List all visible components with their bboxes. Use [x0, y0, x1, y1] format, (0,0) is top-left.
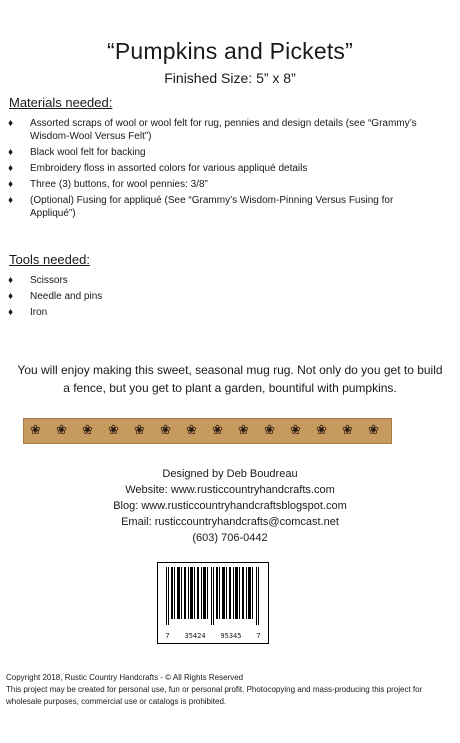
barcode: [157, 562, 269, 644]
pumpkin-icon: ❀: [342, 422, 353, 437]
materials-heading: Materials needed:: [9, 95, 113, 110]
tools-list: [0, 274, 460, 322]
diamond-bullet-icon: ♦: [8, 275, 14, 286]
description-line-2: a fence, but you get to plant a garden, bountiful with pumpkins.: [63, 381, 397, 395]
finished-size: Finished Size: 5” x 8”: [164, 70, 296, 86]
blog-link[interactable]: Blog: www.rusticcountryhandcraftsblogspot.com: [113, 500, 347, 512]
page-title: “Pumpkins and Pickets”: [107, 38, 353, 64]
diamond-bullet-icon: ♦: [8, 147, 14, 158]
description: [0, 361, 460, 397]
description-line-1: You will enjoy making this sweet, seasonal mug rug. Not only do you get to build: [17, 363, 443, 377]
diamond-bullet-icon: ♦: [8, 179, 14, 190]
barcode-digits: 7 35424 95345 7: [165, 632, 261, 640]
list-item: ♦ Needle and pins: [8, 291, 103, 302]
list-item: ♦ Assorted scraps of wool or wool felt for rug, pennies and design details (see “Grammy’s Wisdom-Wool Versus Felt”): [8, 118, 417, 142]
list-item: ♦ Black wool felt for backing: [8, 147, 146, 158]
usage-terms: This project may be created for personal use, fun or personal profit. Photocopying and mass-producing this project for wholesale purposes, commercial use or catalogs is prohibited.: [6, 685, 423, 706]
pumpkin-icon: ❀: [238, 422, 249, 437]
diamond-bullet-icon: ♦: [8, 291, 14, 302]
diamond-bullet-icon: ♦: [8, 195, 14, 206]
pumpkin-icon: ❀: [160, 422, 171, 437]
copyright-line: Copyright 2018, Rustic Country Handcrafts - © All Rights Reserved: [6, 673, 244, 682]
pumpkin-icon: ❀: [368, 422, 379, 437]
list-item: ♦ Iron: [8, 307, 48, 318]
list-item: ♦ (Optional) Fusing for appliqué (See “Grammy’s Wisdom-Pinning Versus Fusing for Appliqué”): [8, 195, 394, 219]
diamond-bullet-icon: ♦: [8, 307, 14, 318]
list-item: ♦ Scissors: [8, 275, 68, 286]
phone-number: (603) 706-0442: [192, 532, 268, 544]
pumpkin-icon: ❀: [30, 422, 41, 437]
copyright-notice: [6, 672, 456, 708]
pumpkin-icon: ❀: [212, 422, 223, 437]
diamond-bullet-icon: ♦: [8, 118, 14, 129]
list-item: ♦ Embroidery floss in assorted colors for various appliqué details: [8, 163, 308, 174]
designer-credit: Designed by Deb Boudreau: [162, 468, 298, 480]
barcode-bars-icon: [166, 567, 260, 625]
pumpkin-border-strip: [23, 418, 392, 444]
credits-block: [0, 466, 460, 546]
email-link[interactable]: Email: rusticcountryhandcrafts@comcast.net: [121, 516, 339, 528]
pumpkin-icon: ❀: [134, 422, 145, 437]
pumpkin-icon: ❀: [82, 422, 93, 437]
pumpkin-icon: ❀: [186, 422, 197, 437]
pumpkin-icon: ❀: [108, 422, 119, 437]
pumpkin-icon: ❀: [290, 422, 301, 437]
pumpkin-icon: ❀: [264, 422, 275, 437]
tools-heading: Tools needed:: [9, 252, 90, 267]
website-link[interactable]: Website: www.rusticcountryhandcrafts.com: [125, 484, 335, 496]
pumpkin-icon: ❀: [316, 422, 327, 437]
materials-list: [0, 117, 460, 223]
list-item: ♦ Three (3) buttons, for wool pennies: 3/8”: [8, 179, 208, 190]
pumpkin-icon: ❀: [56, 422, 67, 437]
diamond-bullet-icon: ♦: [8, 163, 14, 174]
